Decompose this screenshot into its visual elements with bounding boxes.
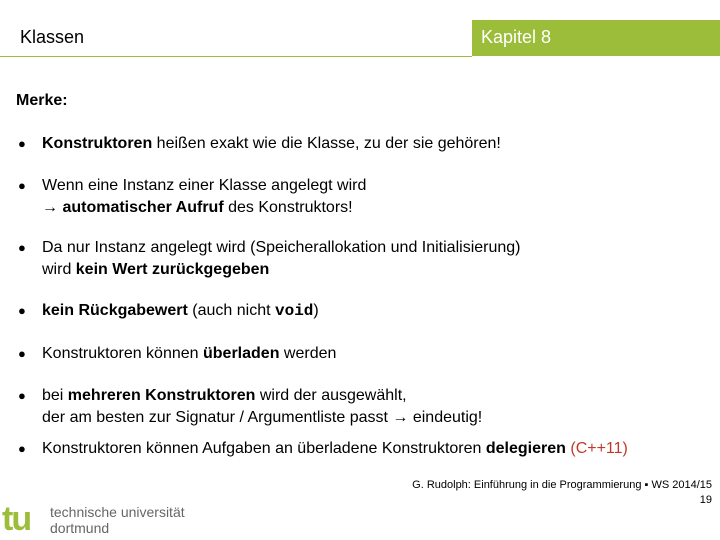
bullet-line	[42, 407, 482, 429]
bullet-text-segment: Konstruktoren können	[42, 345, 203, 362]
bullet-dot-icon: ●	[18, 303, 26, 318]
bullet-dot-icon: ●	[18, 346, 26, 361]
bullet-text-segment: des Konstruktors!	[223, 199, 353, 216]
bullet-text	[42, 300, 319, 322]
chapter-box	[472, 20, 720, 56]
bullet-text-segment: Konstruktoren können Aufgaben an überladene Konstruktoren	[42, 440, 486, 457]
footer-citation-block	[412, 478, 712, 508]
bullet-dot-icon: ●	[18, 136, 26, 151]
bullet-text-segment: (auch nicht	[187, 302, 275, 319]
bullet-line	[42, 197, 366, 219]
header-left	[0, 20, 472, 57]
bullet-text-segment: der am besten zur Signatur / Argumentliste passt → eindeutig!	[42, 409, 483, 426]
bullet-text-segment: wird	[42, 261, 76, 278]
bullet-line	[42, 175, 366, 197]
bullet-text	[42, 175, 366, 219]
bullet-dot-icon: ●	[18, 388, 26, 403]
slide-header	[0, 20, 720, 56]
bullet-text-segment: mehreren Konstruktoren	[67, 387, 256, 404]
bullet-text	[42, 343, 336, 365]
bullet-text-segment: heißen exakt wie die Klasse, zu der sie gehören!	[152, 135, 501, 152]
bullet-text-segment: Da nur Instanz angelegt wird (Speicherallokation und Initialisierung)	[42, 239, 521, 256]
bullet-text	[42, 438, 628, 460]
footer-citation: G. Rudolph: Einführung in die Programmierung ▪ WS 2014/15	[412, 479, 712, 491]
bullet-text-segment: automatischer Aufruf	[62, 199, 224, 216]
bullet-text-segment: bei	[42, 387, 68, 404]
page-number: 19	[699, 494, 712, 506]
bullet-dot-icon: ●	[18, 441, 26, 456]
bullet-dot-icon: ●	[18, 240, 26, 255]
logo-line-2: dortmund	[50, 520, 110, 536]
bullet-text-segment: kein Rückgabewert	[42, 302, 188, 319]
bullet-text-segment: kein Wert zurückgegeben	[75, 261, 270, 278]
bullet-text	[42, 133, 501, 155]
bullet-line	[42, 385, 482, 407]
bullet-dot-icon: ●	[18, 178, 26, 193]
chapter-label: Kapitel 8	[481, 27, 552, 47]
bullet-text-segment: →	[42, 199, 63, 216]
bullet-line	[42, 259, 521, 281]
bullet-text-segment: wird der ausgewählt,	[255, 387, 407, 404]
slide-title: Klassen	[20, 27, 85, 47]
bullet-line	[42, 237, 521, 259]
bullet-text-segment: Konstruktoren	[42, 135, 153, 152]
bullet-text	[42, 385, 482, 429]
bullet-text-segment: delegieren	[485, 440, 566, 457]
merke-heading: Merke:	[16, 92, 68, 109]
bullet-text	[42, 237, 521, 281]
logo-line-1: technische universität	[50, 504, 185, 520]
logo-mark: tu	[2, 500, 31, 538]
bullet-text-segment: )	[313, 302, 319, 319]
university-logo	[0, 500, 200, 540]
bullet-text-segment: (C++11)	[570, 440, 628, 457]
bullet-text-segment: Wenn eine Instanz einer Klasse angelegt wird	[42, 177, 367, 194]
bullet-text-segment: werden	[279, 345, 337, 362]
bullet-text-segment: void	[274, 302, 314, 320]
bullet-text-segment: überladen	[203, 345, 280, 362]
